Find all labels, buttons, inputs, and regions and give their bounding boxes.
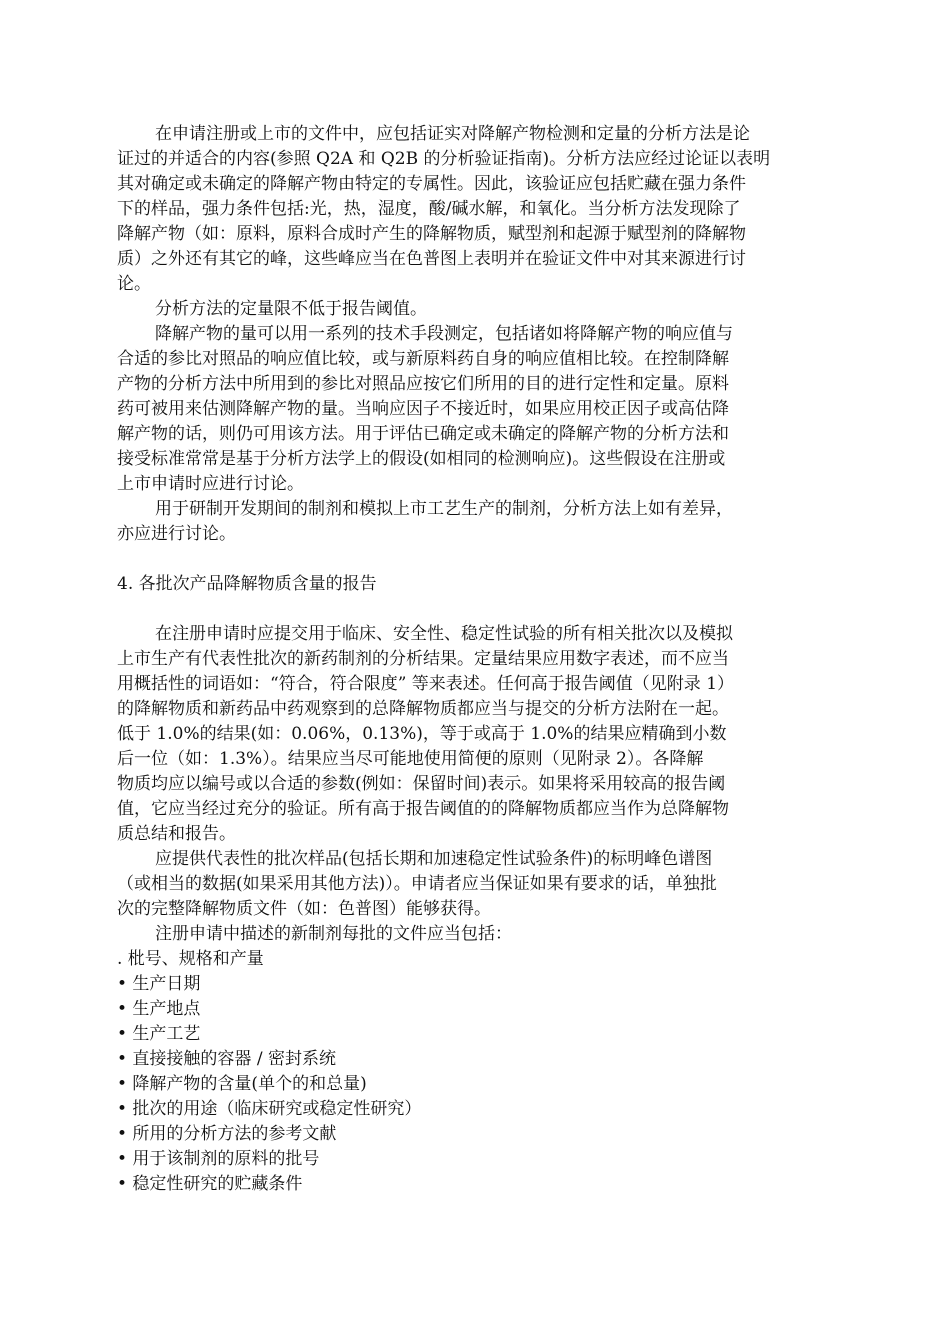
paragraph-line: 低于 1.0%的结果(如：0.06%，0.13%)，等于或高于 1.0%的结果应精确到小数	[117, 724, 727, 744]
section-heading: 4. 各批次产品降解物质含量的报告	[117, 574, 377, 594]
list-item: • 稳定性研究的贮藏条件	[117, 1174, 303, 1194]
list-item: • 所用的分析方法的参考文献	[117, 1124, 337, 1144]
paragraph-line: 物质均应以编号或以合适的参数(例如：保留时间)表示。如果将采用较高的报告阈	[117, 774, 726, 794]
paragraph-line: 质总结和报告。	[117, 824, 236, 844]
paragraph-line: 分析方法的定量限不低于报告阈值。	[155, 299, 427, 319]
paragraph-line: （或相当的数据(如果采用其他方法)）。申请者应当保证如果有要求的话，单独批	[117, 874, 717, 894]
list-item: • 直接接触的容器 / 密封系统	[117, 1049, 336, 1069]
paragraph-line: 在申请注册或上市的文件中，应包括证实对降解产物检测和定量的分析方法是论	[155, 124, 750, 144]
list-item: • 生产地点	[117, 999, 201, 1019]
paragraph-line: 降解产物（如：原料，原料合成时产生的降解物质，赋型剂和起源于赋型剂的降解物	[117, 224, 746, 244]
list-item: • 生产工艺	[117, 1024, 201, 1044]
paragraph-line: 下的样品，强力条件包括:光，热，湿度，酸/碱水解，和氧化。当分析方法发现除了	[117, 199, 741, 219]
paragraph-line: 解产物的话，则仍可用该方法。用于评估已确定或未确定的降解产物的分析方法和	[117, 424, 729, 444]
paragraph-line: 药可被用来估测降解产物的量。当响应因子不接近时，如果应用校正因子或高估降	[117, 399, 729, 419]
paragraph-line: 用概括性的词语如：“符合，符合限度” 等来表述。任何高于报告阈值（见附录 1）	[117, 674, 735, 694]
paragraph-line: 用于研制开发期间的制剂和模拟上市工艺生产的制剂，分析方法上如有差异，	[155, 499, 733, 519]
list-item: . 枇号、规格和产量	[117, 949, 264, 969]
paragraph-line: 合适的参比对照品的响应值比较，或与新原料药自身的响应值相比较。在控制降解	[117, 349, 729, 369]
paragraph-line: 上市申请时应进行讨论。	[117, 474, 304, 494]
paragraph-line: 应提供代表性的批次样品(包括长期和加速稳定性试验条件)的标明峰色谱图	[155, 849, 713, 869]
paragraph-line: 亦应进行讨论。	[117, 524, 236, 544]
paragraph-line: 接受标准常常是基于分析方法学上的假设(如相同的检测响应)。这些假设在注册或	[117, 449, 726, 469]
list-item: • 降解产物的含量(单个的和总量)	[117, 1074, 367, 1094]
paragraph-line: 质）之外还有其它的峰，这些峰应当在色普图上表明并在验证文件中对其来源进行讨	[117, 249, 746, 269]
paragraph-line: 降解产物的量可以用一系列的技术手段测定，包括诸如将降解产物的响应值与	[155, 324, 733, 344]
paragraph-line: 的降解物质和新药品中药观察到的总降解物质都应当与提交的分析方法附在一起。	[117, 699, 729, 719]
list-item: • 生产日期	[117, 974, 201, 994]
paragraph-line: 后一位（如：1.3%）。结果应当尽可能地使用简便的原则（见附录 2）。各降解	[117, 749, 704, 769]
list-item: • 批次的用途（临床研究或稳定性研究）	[117, 1099, 422, 1119]
paragraph-line: 其对确定或未确定的降解产物由特定的专属性。因此，该验证应包括贮藏在强力条件	[117, 174, 746, 194]
paragraph-line: 注册申请中描述的新制剂每批的文件应当包括：	[155, 924, 512, 944]
list-item: • 用于该制剂的原料的批号	[117, 1149, 320, 1169]
paragraph-line: 次的完整降解物质文件（如：色普图）能够获得。	[117, 899, 491, 919]
paragraph-line: 产物的分析方法中所用到的参比对照品应按它们所用的目的进行定性和定量。原料	[117, 374, 729, 394]
paragraph-line: 上市生产有代表性批次的新药制剂的分析结果。定量结果应用数字表述，而不应当	[117, 649, 729, 669]
paragraph-line: 论。	[117, 274, 151, 294]
paragraph-line: 证过的并适合的内容(参照 Q2A 和 Q2B 的分析验证指南)。分析方法应经过论证以表明	[117, 149, 771, 169]
paragraph-line: 值，它应当经过充分的验证。所有高于报告阈值的的降解物质都应当作为总降解物	[117, 799, 729, 819]
paragraph-line: 在注册申请时应提交用于临床、安全性、稳定性试验的所有相关批次以及模拟	[155, 624, 733, 644]
